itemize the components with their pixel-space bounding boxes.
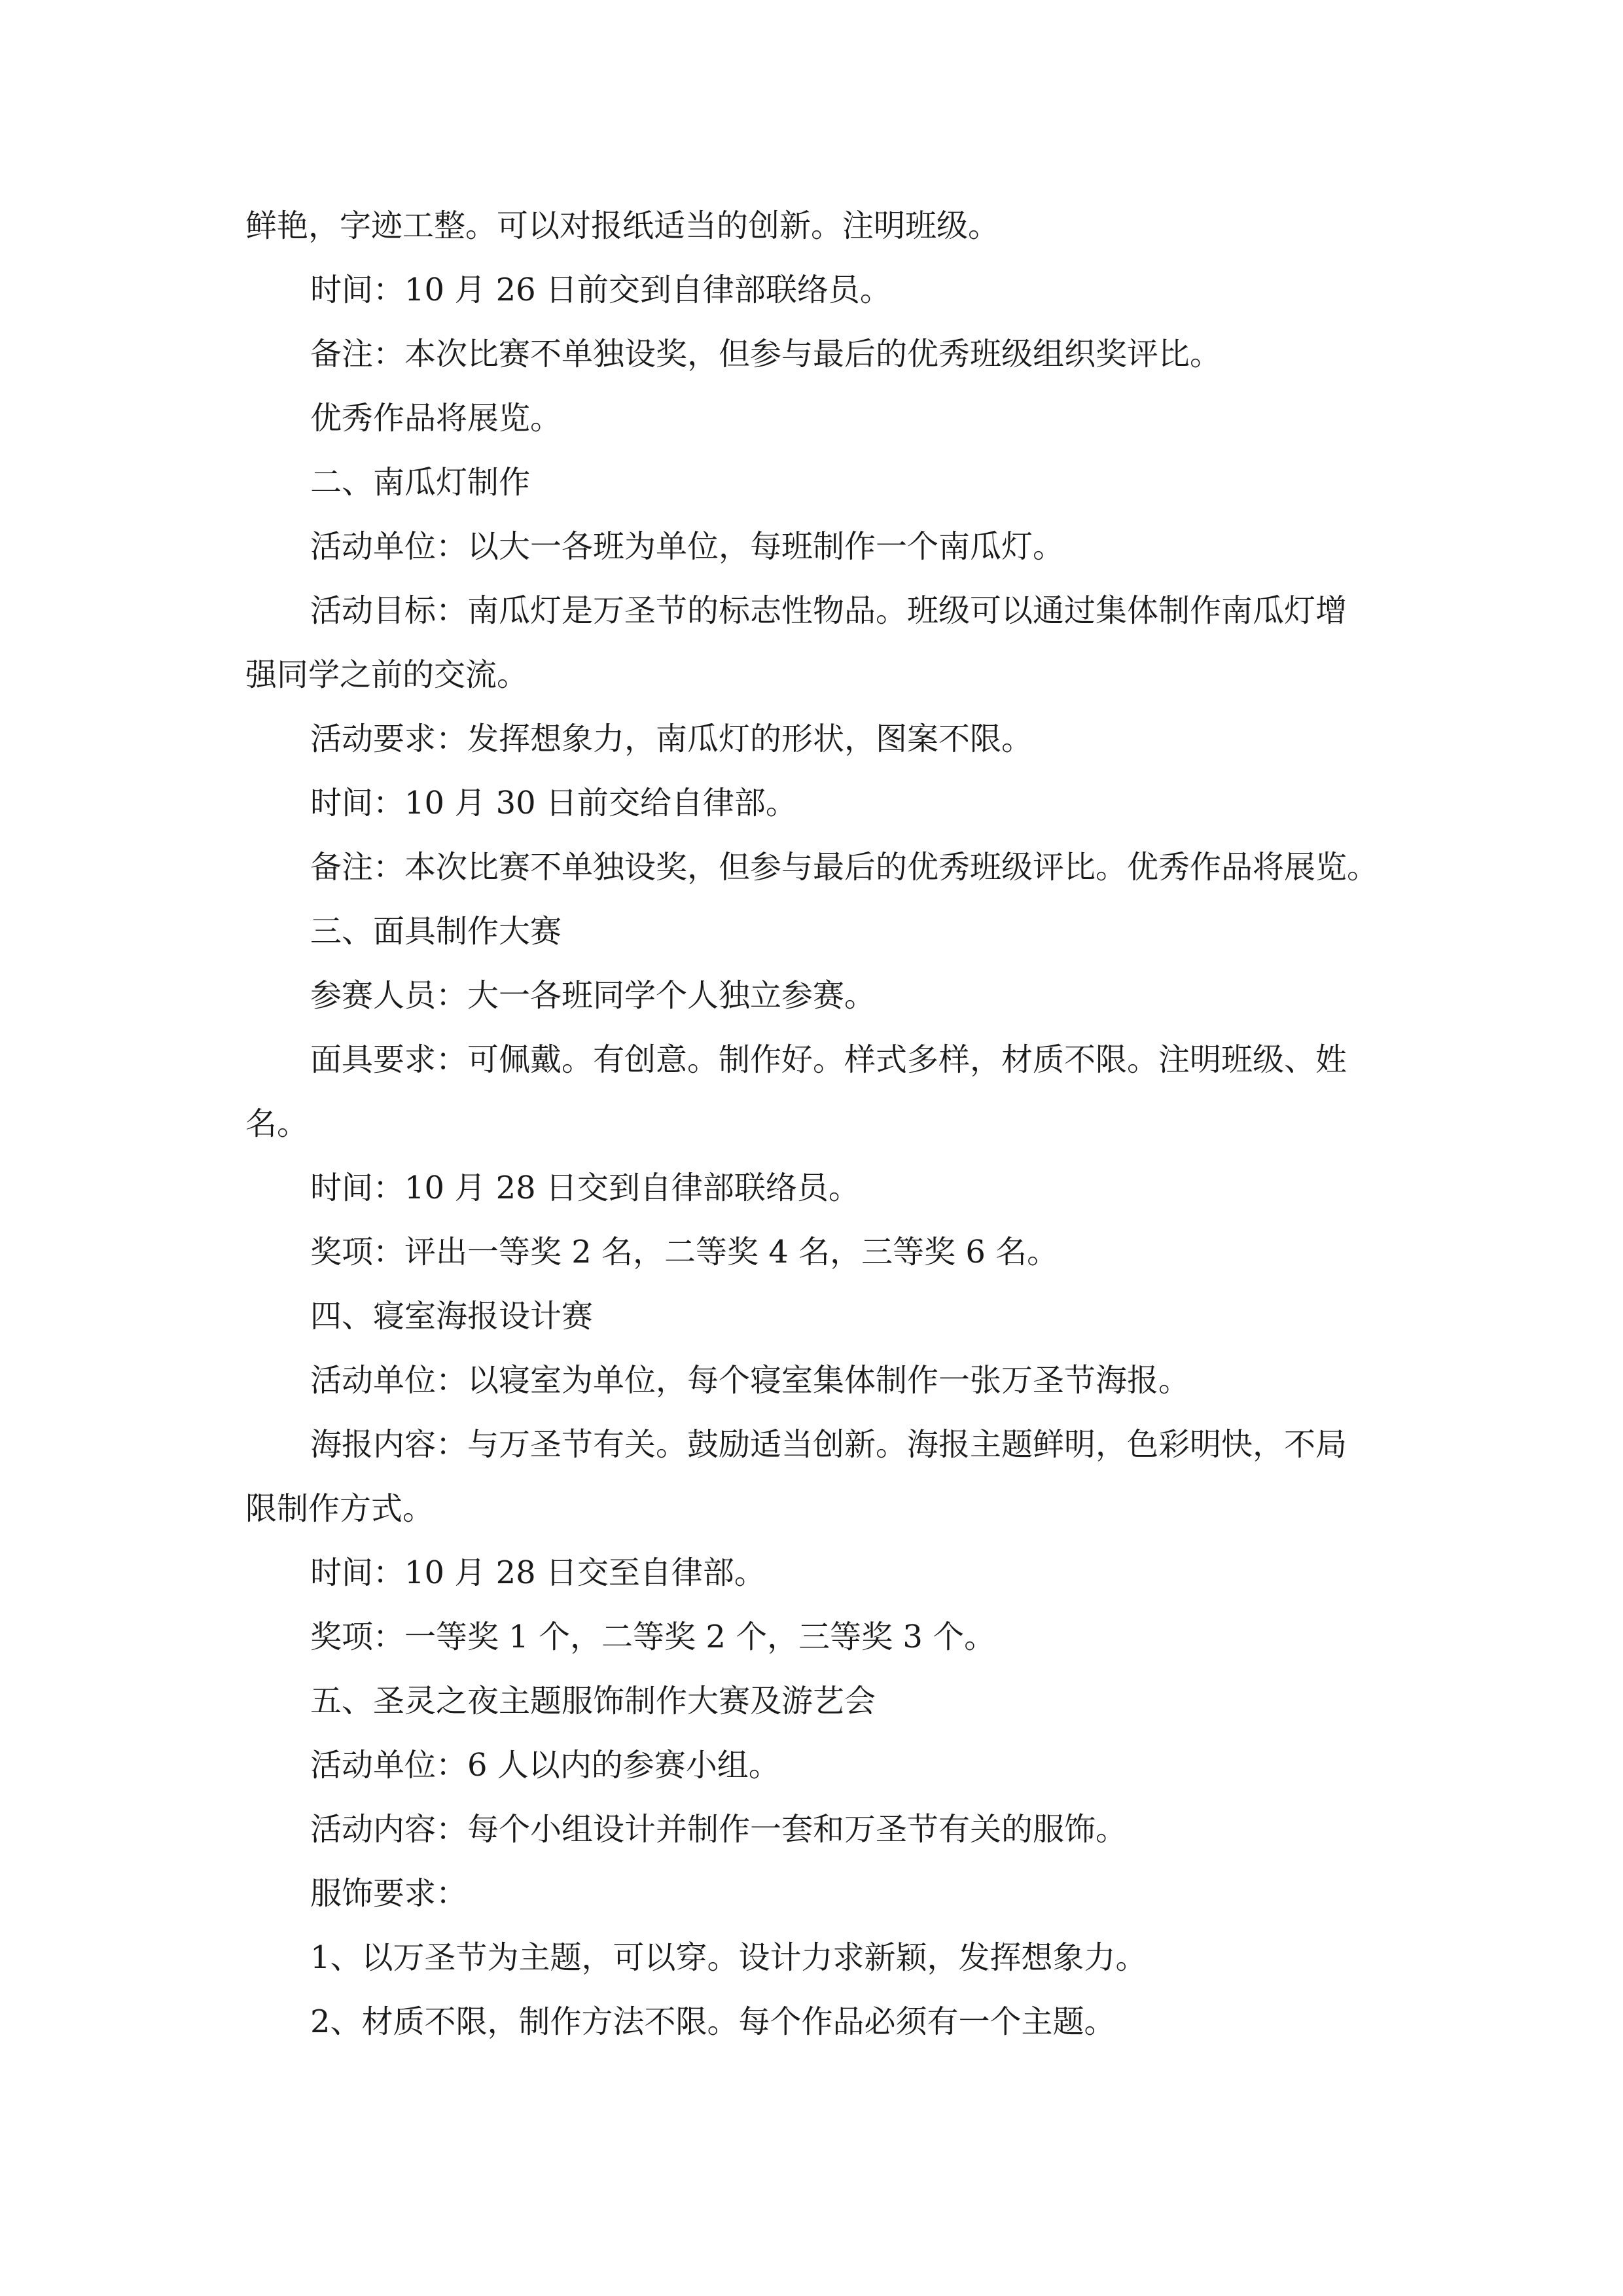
text-line-continuation: 鲜艳，字迹工整。可以对报纸适当的创新。注明班级。	[245, 207, 1000, 244]
text-line-awards: 奖项：评出一等奖 2 名，二等奖 4 名，三等奖 6 名。	[310, 1234, 1059, 1270]
text-line-note: 备注：本次比赛不单独设奖，但参与最后的优秀班级组织奖评比。	[310, 336, 1222, 372]
list-item-requirement-1: 1、以万圣节为主题，可以穿。设计力求新颖，发挥想象力。	[310, 1939, 1147, 1976]
section-heading-costume-contest: 五、圣灵之夜主题服饰制作大赛及游艺会	[310, 1683, 876, 1719]
text-line-activity-goal-cont: 强同学之前的交流。	[245, 656, 529, 693]
text-line-deadline: 时间：10 月 28 日交至自律部。	[310, 1554, 766, 1591]
list-item-requirement-2: 2、材质不限，制作方法不限。每个作品必须有一个主题。	[310, 2003, 1116, 2040]
document-body	[245, 194, 1384, 2054]
text-line-costume-requirement: 服饰要求：	[310, 1875, 468, 1912]
section-heading-mask-contest: 三、面具制作大赛	[310, 913, 562, 950]
text-line-activity-content: 活动内容：每个小组设计并制作一套和万圣节有关的服饰。	[310, 1811, 1128, 1848]
text-line-activity-unit: 活动单位：6 人以内的参赛小组。	[310, 1747, 780, 1784]
text-line-note: 备注：本次比赛不单独设奖，但参与最后的优秀班级评比。优秀作品将展览。	[310, 849, 1379, 886]
text-line-activity-requirement: 活动要求：发挥想象力，南瓜灯的形状，图案不限。	[310, 721, 1033, 757]
text-line-activity-unit: 活动单位：以寝室为单位，每个寝室集体制作一张万圣节海报。	[310, 1362, 1190, 1399]
text-line-activity-unit: 活动单位：以大一各班为单位，每班制作一个南瓜灯。	[310, 528, 1065, 565]
section-heading-dorm-poster: 四、寝室海报设计赛	[310, 1298, 594, 1335]
text-line-exhibition: 优秀作品将展览。	[310, 400, 562, 437]
text-line-poster-content: 海报内容：与万圣节有关。鼓励适当创新。海报主题鲜明，色彩明快，不局	[310, 1426, 1347, 1463]
text-line-awards: 奖项：一等奖 1 个，二等奖 2 个，三等奖 3 个。	[310, 1619, 996, 1655]
text-line-mask-requirement: 面具要求：可佩戴。有创意。制作好。样式多样，材质不限。注明班级、姓	[310, 1041, 1347, 1078]
text-line-deadline: 时间：10 月 26 日前交到自律部联络员。	[310, 272, 891, 308]
text-line-deadline: 时间：10 月 28 日交到自律部联络员。	[310, 1170, 860, 1206]
text-line-poster-content-cont: 限制作方式。	[245, 1490, 435, 1527]
text-line-participants: 参赛人员：大一各班同学个人独立参赛。	[310, 977, 876, 1014]
text-line-deadline: 时间：10 月 30 日前交给自律部。	[310, 785, 797, 821]
text-line-mask-requirement-cont: 名。	[245, 1105, 309, 1142]
section-heading-pumpkin-lantern: 二、南瓜灯制作	[310, 464, 531, 501]
text-line-activity-goal: 活动目标：南瓜灯是万圣节的标志性物品。班级可以通过集体制作南瓜灯增	[310, 592, 1347, 629]
